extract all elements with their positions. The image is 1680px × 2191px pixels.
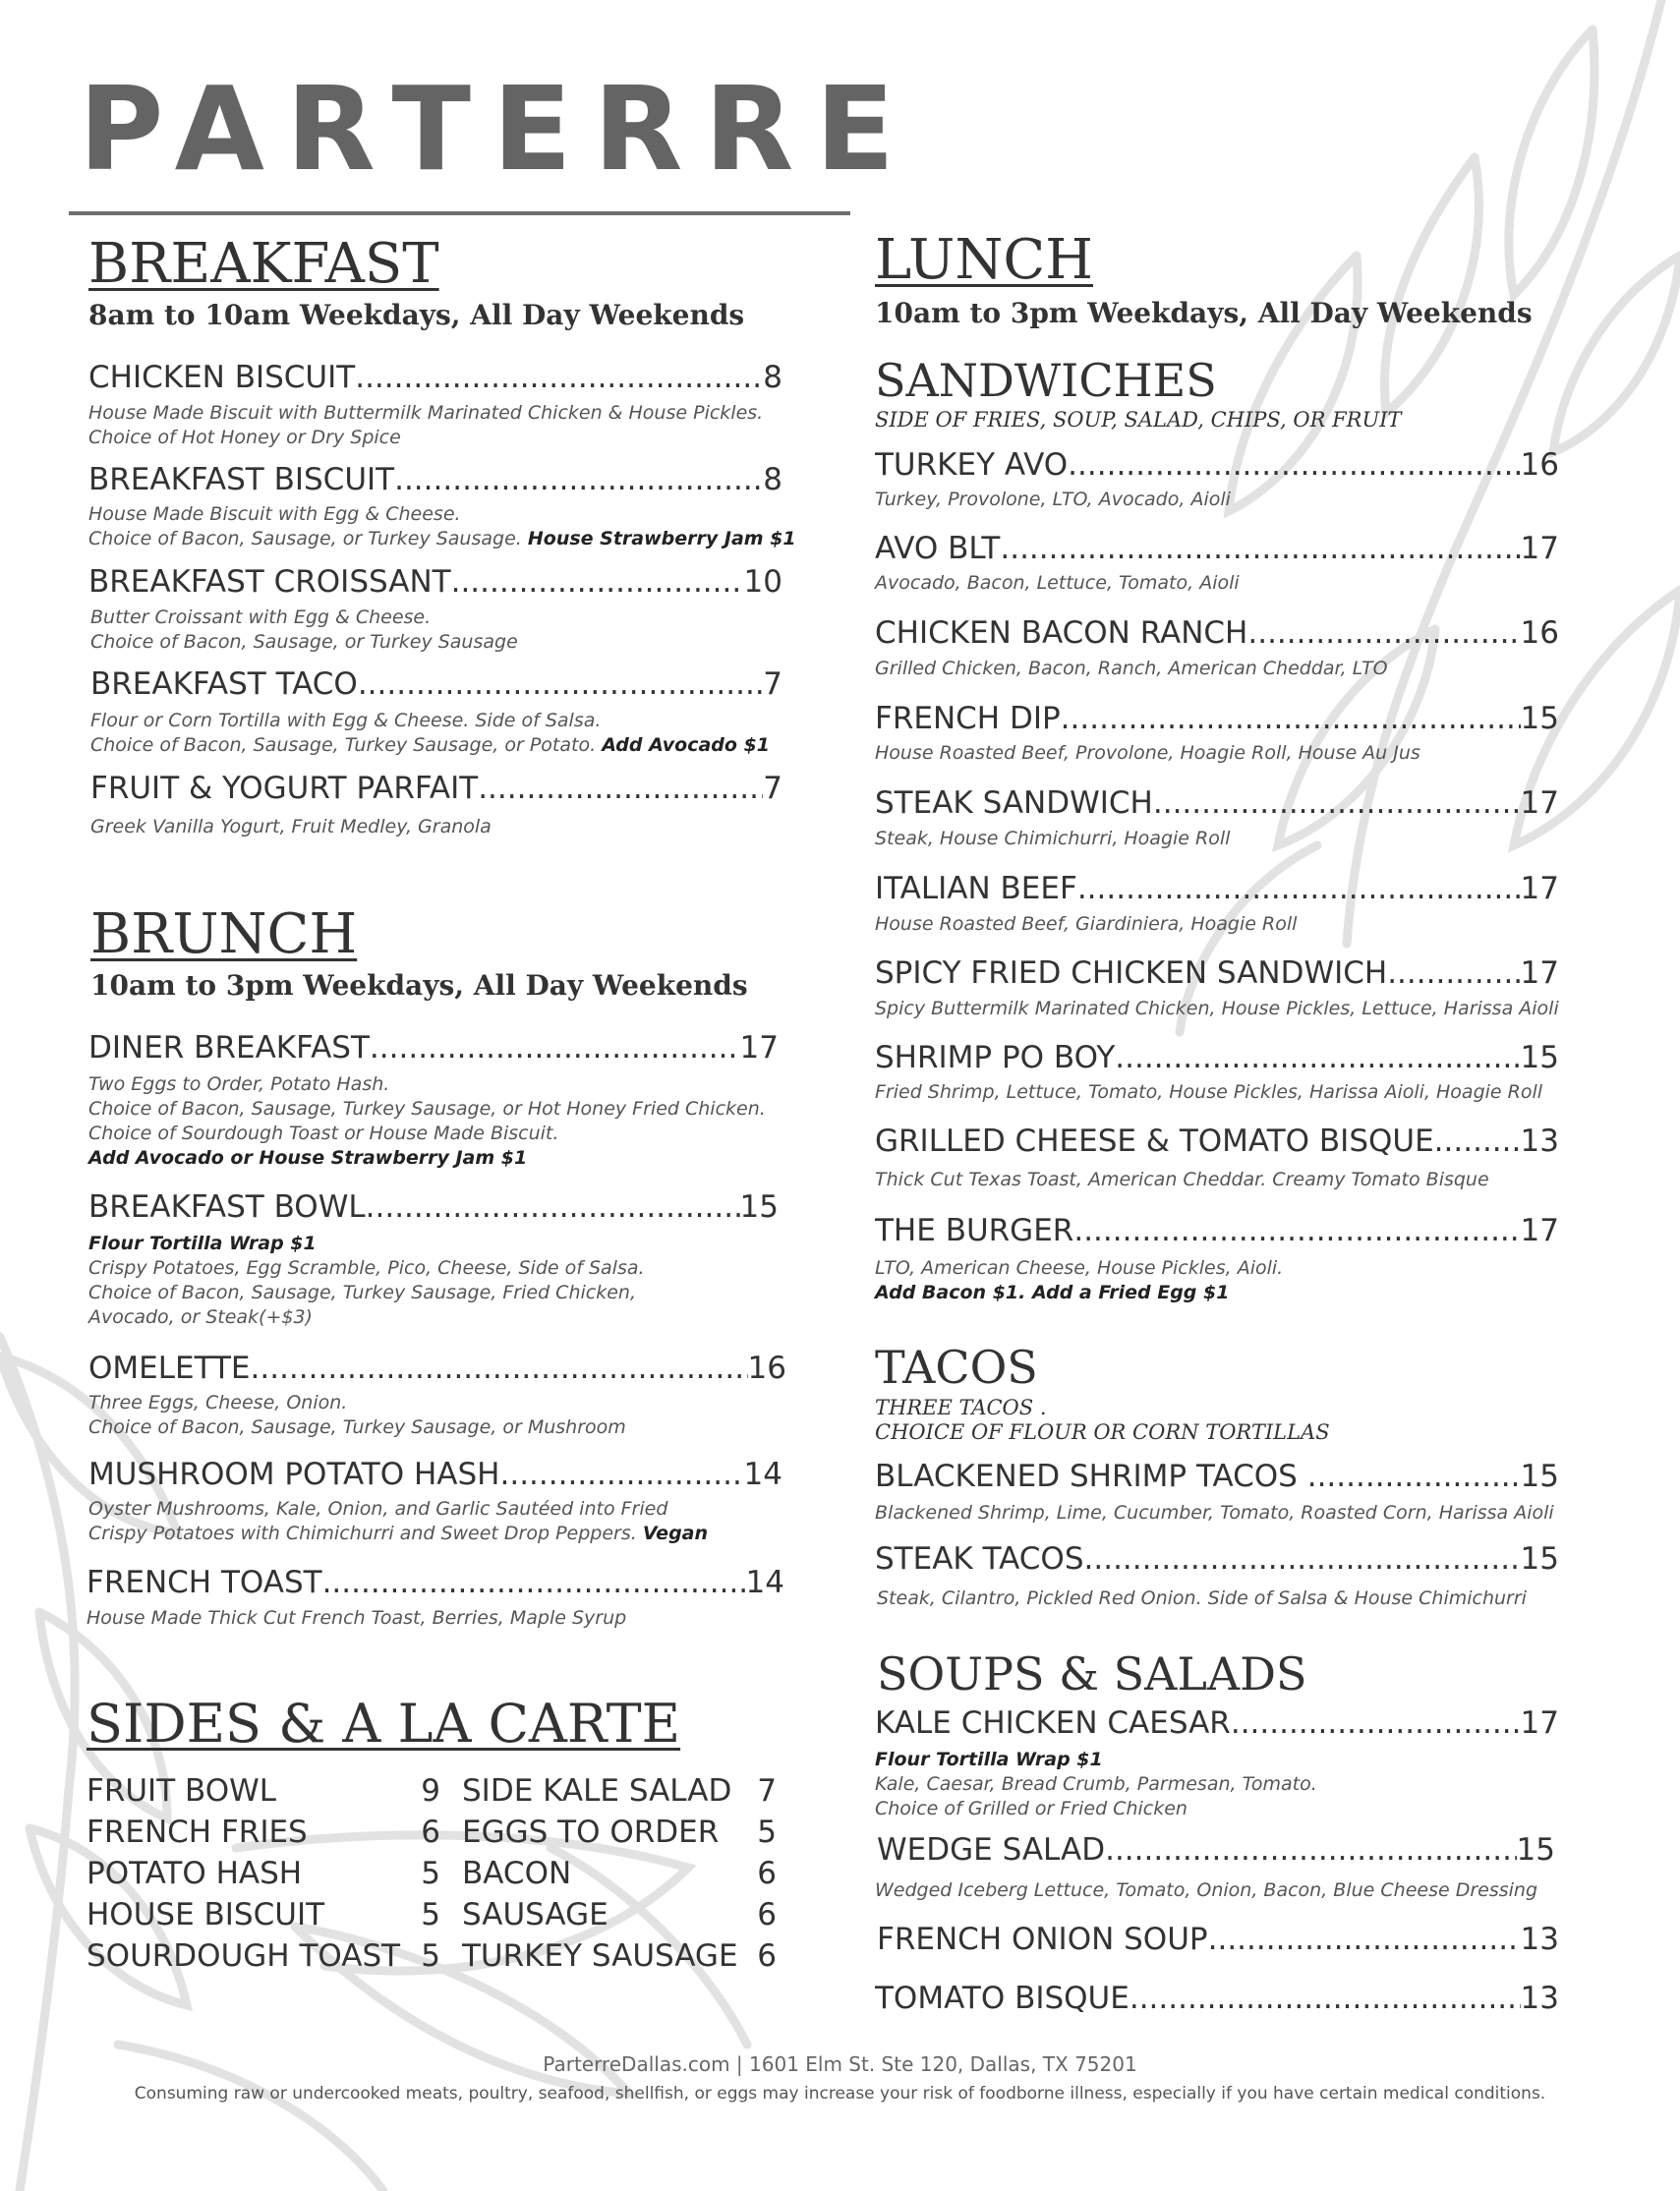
menu-item-avo-blt	[875, 531, 1559, 566]
item-price: 13	[1520, 1124, 1559, 1159]
item-price: 14	[743, 1457, 782, 1492]
item-addon: Add Bacon $1. Add a Fried Egg $1	[875, 1282, 1230, 1303]
item-price: 13	[1520, 1922, 1559, 1957]
side-item: SAUSAGE 6	[462, 1897, 777, 1932]
item-price: 15	[1520, 1040, 1559, 1075]
subsection-title-sandwiches: SANDWICHES	[875, 354, 1217, 407]
item-description: Grilled Chicken, Bacon, Ranch, American Cheddar, LTO	[875, 658, 1388, 679]
menu-item-grilled-cheese-tomato-bisque	[875, 1124, 1559, 1159]
item-price: 17	[1520, 1705, 1559, 1741]
item-name: CHICKEN BISCUIT	[88, 360, 356, 395]
menu-item-chicken-bacon-ranch	[875, 615, 1559, 651]
item-description: House Made Biscuit with Egg & Cheese. Choice of Bacon, Sausage, or Turkey Sausage. House Strawberry Jam $1	[88, 503, 796, 549]
side-item: SOURDOUGH TOAST 5	[87, 1938, 440, 1974]
item-price: 17	[1520, 531, 1559, 566]
side-item: FRUIT BOWL 9	[87, 1773, 440, 1809]
item-description: House Roasted Beef, Giardiniera, Hoagie Roll	[875, 913, 1298, 935]
menu-item-mushroom-potato-hash	[88, 1457, 782, 1492]
menu-item-diner-breakfast	[88, 1030, 779, 1066]
side-item: POTATO HASH 5	[87, 1856, 440, 1891]
item-price: 17	[1520, 871, 1559, 906]
item-name: GRILLED CHEESE & TOMATO BISQUE	[875, 1124, 1434, 1159]
footer-disclaimer: Consuming raw or undercooked meats, poultry, seafood, shellfish, or eggs may increase your risk of foodborne illness, especially if you have certain medical conditions.	[134, 2084, 1546, 2104]
side-item: EGGS TO ORDER 5	[462, 1815, 777, 1850]
item-price: 14	[745, 1565, 784, 1600]
item-price: 16	[1520, 615, 1559, 651]
item-description: Greek Vanilla Yogurt, Fruit Medley, Granola	[90, 816, 492, 837]
item-price: 15	[1516, 1832, 1555, 1868]
item-price: 10	[743, 564, 782, 600]
item-price: 15	[739, 1189, 779, 1225]
item-price: 13	[1520, 1981, 1559, 2016]
item-description: LTO, American Cheese, House Pickles, Aioli. Add Bacon $1. Add a Fried Egg $1	[875, 1257, 1284, 1303]
item-description: Thick Cut Texas Toast, American Cheddar. Creamy Tomato Bisque	[875, 1169, 1489, 1190]
menu-item-breakfast-biscuit	[88, 462, 782, 497]
item-name: AVO BLT	[875, 531, 1001, 566]
menu-item-breakfast-croissant	[88, 564, 782, 600]
menu-item-kale-chicken-caesar	[875, 1705, 1559, 1741]
menu-item-blackened-shrimp-tacos	[875, 1459, 1559, 1494]
sides-left-column	[87, 1773, 440, 1980]
item-addon: Flour Tortilla Wrap $1	[875, 1749, 1103, 1770]
subsection-title-soups-salads: SOUPS & SALADS	[877, 1647, 1307, 1701]
item-price: 15	[1520, 1541, 1559, 1577]
item-name: BREAKFAST TACO	[90, 666, 358, 702]
item-description: House Made Thick Cut French Toast, Berries, Maple Syrup	[87, 1607, 627, 1629]
item-price: 8	[763, 462, 782, 497]
item-description: Wedged Iceberg Lettuce, Tomato, Onion, Bacon, Blue Cheese Dressing	[875, 1879, 1538, 1901]
item-name: BREAKFAST BOWL	[88, 1189, 366, 1225]
side-item: TURKEY SAUSAGE 6	[462, 1938, 777, 1974]
item-name: SPICY FRIED CHICKEN SANDWICH	[875, 955, 1388, 991]
menu-item-french-toast	[87, 1565, 784, 1600]
item-name: BLACKENED SHRIMP TACOS	[875, 1459, 1307, 1494]
section-title-sides: SIDES & A LA CARTE	[87, 1693, 681, 1755]
menu-item-spicy-fried-chicken-sandwich	[875, 955, 1559, 991]
item-price: 7	[763, 666, 782, 702]
section-title-brunch: BRUNCH	[90, 902, 358, 966]
item-price: 7	[763, 771, 782, 806]
item-description: Flour Tortilla Wrap $1 Crispy Potatoes, Egg Scramble, Pico, Cheese, Side of Salsa. Choice of Bacon, Sausage, Turkey Sausage, Fried Chicken, Avocado, or Steak(+$3)	[88, 1233, 645, 1328]
item-name: SHRIMP PO BOY	[875, 1040, 1116, 1075]
item-description: Butter Croissant with Egg & Cheese. Choice of Bacon, Sausage, or Turkey Sausage	[90, 606, 518, 653]
item-addon: House Strawberry Jam $1	[527, 528, 796, 549]
menu-item-italian-beef	[875, 871, 1559, 906]
item-description: Steak, House Chimichurri, Hoagie Roll	[875, 828, 1231, 849]
menu-item-wedge-salad	[877, 1832, 1555, 1868]
breakfast-hours: 8am to 10am Weekdays, All Day Weekends	[88, 299, 745, 331]
item-description: Oyster Mushrooms, Kale, Onion, and Garlic Sautéed into Fried Crispy Potatoes with Chimichurri and Sweet Drop Peppers. Vegan	[88, 1498, 709, 1544]
menu-item-tomato-bisque	[875, 1981, 1559, 2016]
item-name: MUSHROOM POTATO HASH	[88, 1457, 500, 1492]
item-name: FRUIT & YOGURT PARFAIT	[90, 771, 479, 806]
item-price: 17	[1520, 1213, 1559, 1248]
item-price: 8	[763, 360, 782, 395]
item-name: THE BURGER	[875, 1213, 1074, 1248]
item-price: 17	[1520, 955, 1559, 991]
item-description: Blackened Shrimp, Lime, Cucumber, Tomato, Roasted Corn, Harissa Aioli	[875, 1502, 1554, 1524]
sandwiches-note: SIDE OF FRIES, SOUP, SALAD, CHIPS, OR FRUIT	[875, 408, 1402, 432]
item-addon: Add Avocado or House Strawberry Jam $1	[88, 1147, 528, 1169]
item-price: 17	[739, 1030, 779, 1066]
item-description: Turkey, Provolone, LTO, Avocado, Aioli	[875, 489, 1231, 510]
item-description: House Roasted Beef, Provolone, Hoagie Roll, House Au Jus	[875, 742, 1420, 764]
item-name: ITALIAN BEEF	[875, 871, 1077, 906]
item-name: CHICKEN BACON RANCH	[875, 615, 1248, 651]
item-name: FRENCH ONION SOUP	[877, 1922, 1208, 1957]
subsection-title-tacos: TACOS	[875, 1341, 1038, 1394]
side-item: SIDE KALE SALAD 7	[462, 1773, 777, 1809]
side-item: BACON 6	[462, 1856, 777, 1891]
item-name: FRENCH DIP	[875, 701, 1061, 736]
item-name: TOMATO BISQUE	[875, 1981, 1130, 2016]
logo-divider	[69, 211, 850, 215]
item-description: Two Eggs to Order, Potato Hash. Choice of Bacon, Sausage, Turkey Sausage, or Hot Honey Fried Chicken. Choice of Sourdough Toast or House Made Biscuit. Add Avocado or House Strawberry Jam $1	[88, 1073, 766, 1169]
footer-address: ParterreDallas.com | 1601 Elm St. Ste 120, Dallas, TX 75201	[543, 2052, 1137, 2076]
item-price: 16	[1520, 447, 1559, 483]
item-name: BREAKFAST CROISSANT	[88, 564, 451, 600]
section-title-breakfast: BREAKFAST	[88, 232, 439, 296]
item-price: 15	[1520, 1459, 1559, 1494]
menu-item-french-onion-soup	[877, 1922, 1559, 1957]
item-price: 17	[1520, 785, 1559, 821]
item-name: KALE CHICKEN CAESAR	[875, 1705, 1231, 1741]
item-name: TURKEY AVO	[875, 447, 1069, 483]
brunch-hours: 10am to 3pm Weekdays, All Day Weekends	[90, 969, 748, 1002]
item-description: Steak, Cilantro, Pickled Red Onion. Side of Salsa & House Chimichurri	[877, 1587, 1527, 1609]
menu-item-fruit-yogurt-parfait	[90, 771, 782, 806]
item-price: 16	[747, 1351, 786, 1386]
menu-item-omelette	[88, 1351, 786, 1386]
side-item: HOUSE BISCUIT 5	[87, 1897, 440, 1932]
item-addon: Flour Tortilla Wrap $1	[88, 1233, 317, 1254]
item-addon: Add Avocado $1	[602, 734, 771, 756]
menu-item-french-dip	[875, 701, 1559, 736]
item-description: Fried Shrimp, Lettuce, Tomato, House Pickles, Harissa Aioli, Hoagie Roll	[875, 1081, 1543, 1103]
item-name: BREAKFAST BISCUIT	[88, 462, 395, 497]
section-title-lunch: LUNCH	[875, 228, 1094, 292]
item-description: Spicy Buttermilk Marinated Chicken, House Pickles, Lettuce, Harissa Aioli	[875, 998, 1559, 1019]
item-name: STEAK TACOS	[875, 1541, 1084, 1577]
tacos-note: THREE TACOS . CHOICE OF FLOUR OR CORN TORTILLAS	[875, 1396, 1330, 1445]
item-description: House Made Biscuit with Buttermilk Marinated Chicken & House Pickles. Choice of Hot Honey or Dry Spice	[88, 402, 764, 448]
side-item: FRENCH FRIES 6	[87, 1815, 440, 1850]
menu-item-shrimp-po-boy	[875, 1040, 1559, 1075]
menu-item-the-burger	[875, 1213, 1559, 1248]
item-description: Avocado, Bacon, Lettuce, Tomato, Aioli	[875, 572, 1240, 594]
menu-item-breakfast-bowl	[88, 1189, 779, 1225]
lunch-hours: 10am to 3pm Weekdays, All Day Weekends	[875, 297, 1533, 329]
item-name: FRENCH TOAST	[87, 1565, 322, 1600]
item-price: 15	[1520, 701, 1559, 736]
menu-item-turkey-avo	[875, 447, 1559, 483]
item-name: OMELETTE	[88, 1351, 251, 1386]
item-description: Flour Tortilla Wrap $1 Kale, Caesar, Bread Crumb, Parmesan, Tomato. Choice of Grilled or Fried Chicken	[875, 1749, 1317, 1819]
menu-item-steak-tacos	[875, 1541, 1559, 1577]
item-name: WEDGE SALAD	[877, 1832, 1106, 1868]
vegan-tag: Vegan	[642, 1523, 709, 1544]
item-name: STEAK SANDWICH	[875, 785, 1153, 821]
item-name: DINER BREAKFAST	[88, 1030, 370, 1066]
menu-item-steak-sandwich	[875, 785, 1559, 821]
menu-item-breakfast-taco	[90, 666, 782, 702]
sides-right-column	[462, 1773, 777, 1980]
logo-parterre: PARTERRE	[79, 61, 916, 197]
menu-item-chicken-biscuit	[88, 360, 782, 395]
item-description: Three Eggs, Cheese, Onion. Choice of Bacon, Sausage, Turkey Sausage, or Mushroom	[88, 1392, 626, 1438]
item-description: Flour or Corn Tortilla with Egg & Cheese. Side of Salsa. Choice of Bacon, Sausage, Turkey Sausage, or Potato. Add Avocado $1	[90, 710, 771, 756]
